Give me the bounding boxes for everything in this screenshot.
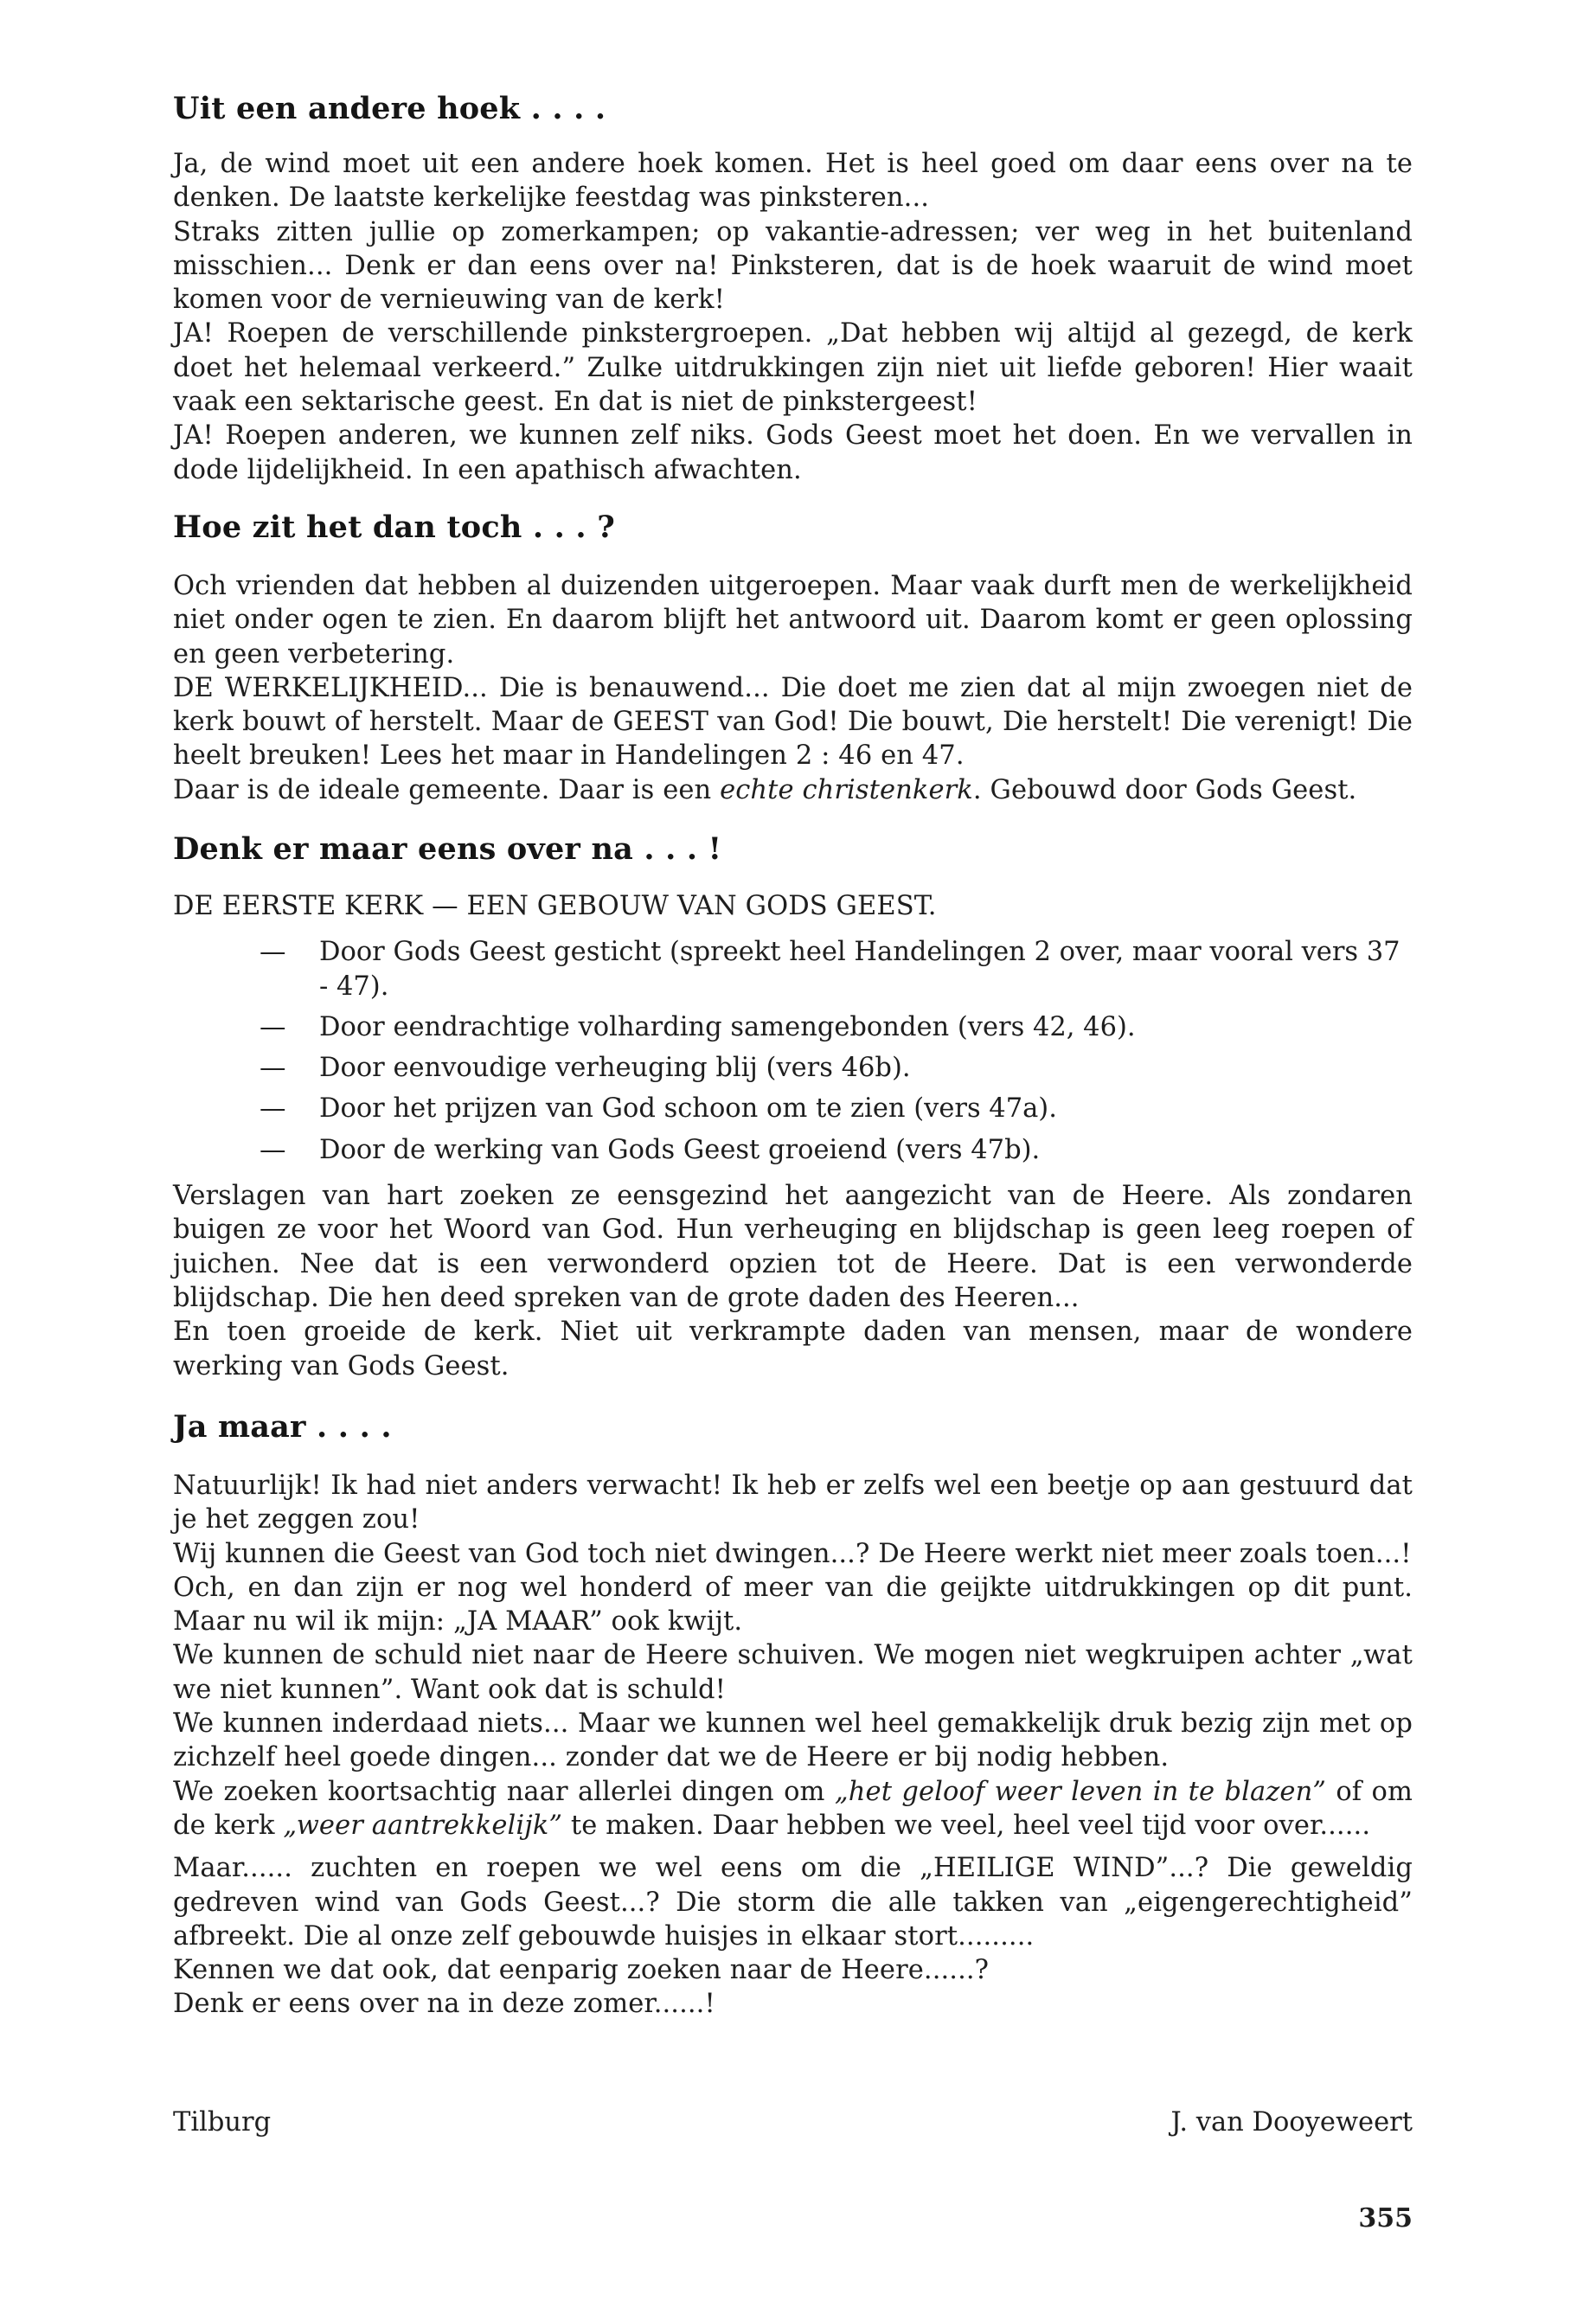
paragraph: Natuurlijk! Ik had niet anders verwacht! Ik heb er zelfs wel een beetje op aan gestuurd dat je het zeggen zou! (173, 1471, 1413, 1535)
list-item (173, 1092, 1413, 1125)
paragraph: Och vrienden dat hebben al duizenden uitgeroepen. Maar vaak durft men de werkelijkheid niet onder ogen te zien. En daarom blijft het antwoord uit. Daarom komt er geen oplossing en geen verbetering. (173, 571, 1413, 670)
paragraph: DE WERKELIJKHEID... Die is benauwend... Die doet me zien dat al mijn zwoegen niet de kerk bouwt of herstelt. Maar de GEEST van God! Die bouwt, Die herstelt! Die verenigt! Die heelt breuken! Lees het maar in Handelingen 2 : 46 en 47. (173, 672, 1413, 772)
list-item (173, 935, 1413, 1003)
paragraph (173, 1775, 1413, 1843)
list-item-text: Door het prijzen van God schoon om te zien (vers 47a). (319, 1093, 1057, 1125)
list-item-text: Door de werking van Gods Geest groeiend (vers 47b). (319, 1134, 1041, 1165)
signature-author: J. van Dooyeweert (1170, 2107, 1413, 2138)
paragraph: We kunnen inderdaad niets... Maar we kunnen wel heel gemakkelijk druk bezig zijn met op zichzelf heel goede dingen... zonder dat we de Heere er bij nodig hebben. (173, 1708, 1413, 1773)
section-ja-maar (173, 1408, 1413, 2022)
list-item-text: Door Gods Geest gesticht (spreekt heel Handelingen 2 over, maar vooral vers 37 - 47). (319, 937, 1401, 1002)
paragraph: Kennen we dat ook, dat eenparig zoeken naar de Heere......? (173, 1955, 990, 1986)
dash-marker: — (260, 1093, 286, 1125)
list-item (173, 1010, 1413, 1044)
paragraph (173, 773, 1413, 807)
paragraph: En toen groeide de kerk. Niet uit verkrampte daden van mensen, maar de wondere werking van Gods Geest. (173, 1317, 1413, 1381)
paragraph: JA! Roepen anderen, we kunnen zelf niks. Gods Geest moet het doen. En we vervallen in dode lijdelijkheid. In een apathisch afwachten. (173, 420, 1413, 485)
list-item (173, 1133, 1413, 1167)
text-run: . Gebouwd door Gods Geest. (972, 774, 1357, 805)
text-run: We zoeken koortsachtig naar allerlei dingen om (173, 1776, 835, 1807)
page-number: 355 (1358, 2203, 1413, 2234)
list-item-text: Door eenvoudige verheuging blij (vers 46b). (319, 1053, 911, 1084)
section-heading: Uit een andere hoek . . . . (173, 91, 606, 126)
section-uit-een-andere-hoek (173, 90, 1413, 487)
list-item (173, 1051, 1413, 1085)
emphasis-text: „het geloof weer leven in te blazen” (834, 1776, 1326, 1807)
text-run: of om de kerk (173, 1776, 1413, 1841)
section-heading: Ja maar . . . . (173, 1409, 392, 1445)
paragraph: JA! Roepen de verschillende pinkstergroepen. „Dat hebben wij altijd al gezegd, de kerk doet het helemaal verkeerd.” Zulke uitdrukkingen zijn niet uit liefde geboren! Hier waait vaak een sektarische geest. En dat is niet de pinkstergeest! (173, 318, 1413, 418)
paragraph-gap (173, 1843, 1413, 1851)
section-heading: Denk er maar eens over na . . . ! (173, 831, 722, 867)
signature-place: Tilburg (173, 2107, 272, 2138)
paragraph: Straks zitten jullie op zomerkampen; op vakantie-adressen; ver weg in het buitenland misschien... Denk er dan eens over na! Pinksteren, dat is de hoek waaruit de wind moet komen voor de vernieuwing van de kerk! (173, 216, 1413, 316)
paragraph: Denk er eens over na in deze zomer......! (173, 1989, 715, 2020)
text-run: te maken. Daar hebben we veel, heel veel tijd voor over...... (562, 1810, 1371, 1841)
paragraph: Wij kunnen die Geest van God toch niet dwingen...? De Heere werkt niet meer zoals toen...! (173, 1538, 1412, 1569)
paragraph: Verslagen van hart zoeken ze eensgezind het aangezicht van de Heere. Als zondaren buigen ze voor het Woord van God. Hun verheuging en blijdschap is geen leeg roepen of juichen. Nee dat is een verwonderd opzien tot de Heere. Dat is een verwonderde blijdschap. Die hen deed spreken van de grote daden des Heeren... (173, 1181, 1413, 1313)
emphasis-text: „weer aantrekkelijk” (283, 1810, 563, 1841)
dash-marker: — (260, 1053, 286, 1084)
paragraph: Och, en dan zijn er nog wel honderd of meer van die geijkte uitdrukkingen op dit punt. Maar nu wil ik mijn: „JA MAAR” ook kwijt. (173, 1572, 1413, 1638)
intro-line: DE EERSTE KERK — EEN GEBOUW VAN GODS GEEST. (173, 891, 937, 921)
dash-marker: — (260, 1134, 286, 1165)
list-item-text: Door eendrachtige volharding samengebonden (vers 42, 46). (319, 1011, 1136, 1042)
paragraph: We kunnen de schuld niet naar de Heere schuiven. We mogen niet wegkruipen achter „wat we niet kunnen”. Want ook dat is schuld! (173, 1640, 1413, 1705)
text-run: Daar is de ideale gemeente. Daar is een (173, 774, 721, 805)
dash-list (173, 935, 1413, 1167)
section-denk-er-maar-eens-over-na (173, 830, 1413, 1383)
dash-marker: — (260, 1011, 286, 1042)
emphasis-text: echte christenkerk (720, 774, 973, 805)
section-hoe-zit-het-dan-toch (173, 509, 1413, 807)
paragraph: Ja, de wind moet uit een andere hoek komen. Het is heel goed om daar eens over na te denken. De laatste kerkelijke feestdag was pinksteren... (173, 149, 1413, 214)
dash-marker: — (260, 937, 286, 968)
section-heading: Hoe zit het dan toch . . . ? (173, 510, 615, 545)
paragraph: Maar...... zuchten en roepen we wel eens om die „HEILIGE WIND”...? Die geweldig gedreven wind van Gods Geest...? Die storm die alle takken van „eigengerechtigheid” afbreekt. Die al onze zelf gebouwde huisjes in elkaar stort......... (173, 1853, 1413, 1952)
